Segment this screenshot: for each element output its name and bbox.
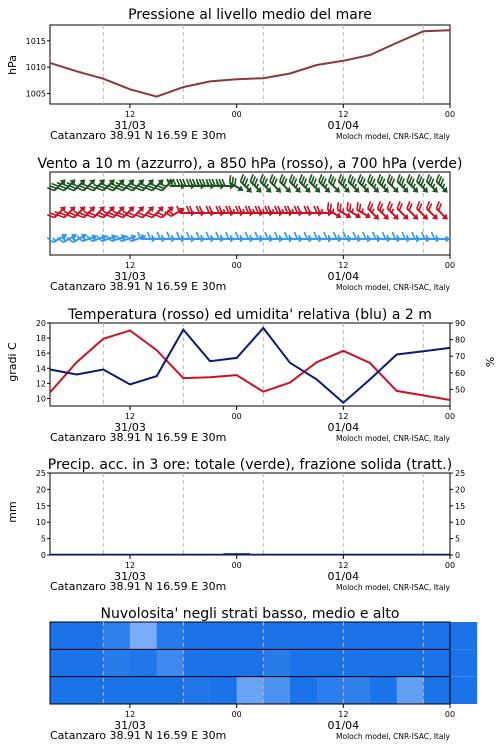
wind-barb-half-feather: [116, 181, 120, 185]
wind-barb: [285, 232, 304, 243]
cloud-cell: [210, 677, 237, 704]
wind-barb-half-feather: [432, 184, 436, 188]
wind-barb-feather: [245, 232, 248, 239]
cloud-cell: [450, 622, 477, 649]
wind-barb-feather: [265, 232, 268, 239]
cloud-cell: [317, 649, 344, 676]
wind-barb: [392, 232, 411, 243]
wind-barb: [412, 232, 431, 243]
cloud-cell: [450, 677, 477, 704]
cloud-x-tick-label: 00: [444, 710, 456, 719]
wind-x-tick-label: 12: [124, 261, 136, 270]
cloud-cell: [210, 649, 237, 676]
wind-date-label: 01/04: [327, 270, 360, 283]
pressure-station-info: Catanzaro 38.91 N 16.59 E 30m: [50, 129, 227, 142]
cloud-x-tick-label: 12: [124, 710, 136, 719]
pressure-date-label: 01/04: [327, 119, 360, 132]
wind-barb: [422, 232, 441, 243]
pressure-x-tick-label: 00: [444, 110, 456, 119]
wind-barb: [373, 232, 392, 243]
wind-barb-half-feather: [65, 211, 69, 215]
wind-barb: [245, 206, 264, 217]
cloud-cell: [317, 622, 344, 649]
wind-barb-feather: [206, 206, 209, 213]
wind-barb: [177, 232, 196, 243]
wind-barb-feather: [432, 232, 435, 239]
wind-barb-half-feather: [295, 184, 299, 188]
precip-y-tick-label-right: 20: [455, 485, 466, 495]
wind-barb-feather: [255, 206, 258, 213]
cloud-cell: [50, 677, 77, 704]
cloud-cell: [370, 649, 397, 676]
precip-x-tick-label: 12: [124, 561, 136, 570]
cloud-chart-title: Nuvolosita' negli strati basso, medio e alto: [100, 606, 400, 622]
wind-barb: [285, 206, 304, 217]
cloud-date-label: 31/03: [114, 719, 146, 732]
temperature-date-label: 01/04: [327, 421, 360, 434]
wind-barb-half-feather: [403, 184, 407, 188]
cloud-cell: [50, 649, 77, 676]
wind-barb: [187, 232, 206, 243]
cloud-cell: [103, 649, 130, 676]
precip-y-tick-label: 5: [40, 534, 46, 544]
wind-barb-half-feather: [84, 211, 88, 215]
wind-barb: [245, 232, 264, 243]
precip-x-tick-label: 00: [444, 561, 456, 570]
wind-barb-half-feather: [55, 211, 59, 215]
wind-barb: [236, 232, 255, 243]
precip-station-info: Catanzaro 38.91 N 16.59 E 30m: [50, 580, 227, 593]
wind-barb-half-feather: [371, 209, 375, 213]
cloud-cell: [263, 622, 290, 649]
wind-barb: [304, 232, 323, 243]
temperature-plot-frame: [50, 323, 450, 406]
cloud-x-tick-label: 12: [338, 710, 349, 719]
wind-barb-feather: [226, 232, 229, 239]
wind-barb-feather: [353, 232, 356, 239]
wind-barb: [157, 232, 176, 243]
wind-barb-half-feather: [104, 211, 108, 215]
wind-barb: [265, 232, 284, 243]
wind-barb: [206, 206, 225, 217]
wind-barb: [363, 232, 382, 243]
pressure-date-label: 31/03: [114, 119, 146, 132]
wind-barb-half-feather: [381, 209, 385, 213]
precip-x-tick-label: 00: [231, 561, 242, 570]
wind-barb-feather: [334, 232, 337, 239]
wind-barb: [275, 232, 294, 243]
cloud-cell: [130, 622, 157, 649]
precip-y-tick-label-right: 25: [455, 469, 466, 478]
precip-y-tick-label: 25: [35, 469, 46, 478]
wind-model-credit: Moloch model, CNR-ISAC, Italy: [336, 283, 450, 292]
cloud-x-tick-label: 00: [231, 710, 242, 719]
wind-barb: [294, 232, 313, 243]
wind-barb: [432, 232, 451, 243]
cloud-station-info: Catanzaro 38.91 N 16.59 E 30m: [50, 729, 227, 742]
wind-barb-feather: [275, 232, 278, 239]
wind-barb: [353, 232, 372, 243]
wind-barb: [216, 232, 235, 243]
wind-barb-feather: [373, 232, 376, 239]
wind-barb-half-feather: [94, 184, 98, 188]
precip-y-tick-label-right: 15: [455, 501, 466, 511]
wind-barb-half-feather: [324, 184, 328, 188]
wind-barb: [265, 206, 284, 217]
cloud-cell: [423, 677, 450, 704]
wind-barb-half-feather: [67, 181, 71, 185]
temperature-y-tick-label: 20: [35, 319, 46, 328]
temperature-model-credit: Moloch model, CNR-ISAC, Italy: [336, 434, 450, 443]
wind-barb-feather: [236, 232, 239, 239]
wind-barb-feather: [206, 232, 209, 239]
humidity-y-tick-label-right: 90: [455, 319, 466, 328]
humidity-series-line: [50, 328, 450, 403]
cloud-cell: [210, 622, 237, 649]
wind-barb: [294, 206, 313, 217]
cloud-cell: [290, 677, 317, 704]
precip-ylabel: mm: [6, 501, 19, 523]
temperature-y-tick-label: 12: [35, 379, 46, 389]
cloud-cell: [103, 677, 130, 704]
temperature-y-tick-label: 16: [35, 349, 46, 359]
cloud-cell: [370, 677, 397, 704]
cloud-cell: [157, 677, 184, 704]
precip-model-credit: Moloch model, CNR-ISAC, Italy: [336, 583, 450, 592]
wind-barb-feather: [275, 206, 278, 213]
wind-x-tick-label: 00: [444, 261, 456, 270]
wind-x-tick-label: 12: [338, 261, 349, 270]
cloud-cell: [77, 649, 104, 676]
cloud-cell: [183, 622, 210, 649]
wind-barb: [255, 206, 274, 217]
wind-barb-half-feather: [422, 184, 426, 188]
wind-barb-half-feather: [57, 181, 61, 185]
temperature-series-line: [50, 331, 450, 401]
humidity-y-tick-label-right: 70: [455, 352, 466, 362]
wind-barb-feather: [226, 206, 229, 213]
pressure-y-tick-label: 1015: [25, 36, 46, 46]
wind-barb: [187, 206, 206, 217]
wind-barb-half-feather: [256, 184, 260, 188]
wind-barb-feather: [285, 206, 288, 213]
wind-barb-feather: [304, 232, 307, 239]
pressure-x-tick-label: 00: [231, 110, 242, 119]
cloud-cell: [343, 622, 370, 649]
wind-barb-feather: [255, 232, 258, 239]
pressure-chart-title: Pressione al livello medio del mare: [128, 7, 372, 23]
precip-chart-title: Precip. acc. in 3 ore: totale (verde), frazione solida (tratt.): [47, 457, 453, 473]
humidity-ylabel: %: [483, 356, 496, 368]
wind-barb: [275, 206, 294, 217]
pressure-x-tick-label: 12: [338, 110, 349, 119]
wind-barb-half-feather: [391, 209, 395, 213]
wind-barb: [196, 232, 215, 243]
temperature-y-tick-label: 18: [35, 334, 46, 344]
wind-barb-half-feather: [114, 211, 118, 215]
cloud-cell: [237, 677, 264, 704]
wind-station-info: Catanzaro 38.91 N 16.59 E 30m: [50, 280, 227, 293]
temperature-x-tick-label: 00: [231, 412, 242, 421]
wind-barb-feather: [412, 232, 415, 239]
pressure-y-tick-label: 1010: [25, 63, 46, 73]
wind-barb-feather: [177, 232, 180, 239]
cloud-cell: [263, 649, 290, 676]
wind-barb: [177, 206, 196, 217]
wind-barb-feather: [157, 232, 160, 239]
temperature-ylabel: gradi C: [6, 342, 19, 382]
wind-barb: [324, 232, 343, 243]
wind-barb: [138, 232, 157, 243]
cloud-cell: [130, 677, 157, 704]
cloud-cell: [290, 622, 317, 649]
wind-barb-feather: [314, 232, 317, 239]
wind-barb-feather: [265, 206, 268, 213]
wind-barb-feather: [383, 232, 386, 239]
pressure-y-tick-label: 1005: [25, 89, 46, 99]
wind-barb: [343, 232, 362, 243]
wind-barb-half-feather: [383, 184, 387, 188]
cloud-cell: [77, 622, 104, 649]
cloud-cell: [157, 649, 184, 676]
wind-barb: [196, 206, 215, 217]
temperature-date-label: 31/03: [114, 421, 146, 434]
wind-chart-title: Vento a 10 m (azzurro), a 850 hPa (rosso), a 700 hPa (verde): [37, 156, 463, 172]
wind-barb-feather: [196, 232, 199, 239]
cloud-cell: [263, 677, 290, 704]
wind-barb-feather: [402, 232, 405, 239]
precip-y-tick-label-right: 10: [455, 518, 466, 528]
wind-barb-feather: [294, 232, 297, 239]
wind-barb: [226, 206, 245, 217]
cloud-cell: [183, 649, 210, 676]
temperature-y-tick-label: 10: [35, 394, 46, 404]
wind-barb-feather: [294, 206, 297, 213]
cloud-date-label: 01/04: [327, 719, 360, 732]
wind-barb-feather: [147, 232, 150, 239]
wind-barb: [167, 232, 186, 243]
precip-y-tick-label: 15: [35, 501, 46, 511]
cloud-cell: [423, 622, 450, 649]
pressure-ylabel: hPa: [6, 55, 19, 75]
precip-y-tick-label: 0: [40, 551, 46, 560]
precip-date-label: 01/04: [327, 570, 360, 583]
wind-barb-half-feather: [442, 184, 446, 188]
wind-barb-feather: [236, 206, 239, 213]
wind-barb-feather: [167, 232, 170, 239]
wind-barb: [236, 206, 255, 217]
wind-barb-half-feather: [363, 184, 367, 188]
wind-barb-half-feather: [314, 184, 318, 188]
temperature-x-tick-label: 00: [444, 412, 456, 421]
wind-barb-half-feather: [354, 184, 358, 188]
cloud-cell: [290, 649, 317, 676]
wind-barb-head: [365, 212, 373, 221]
cloud-cell: [237, 649, 264, 676]
wind-barb: [206, 232, 225, 243]
humidity-y-tick-label-right: 80: [455, 335, 466, 345]
cloud-cell: [397, 649, 424, 676]
wind-barb-feather: [216, 206, 219, 213]
wind-barb: [383, 232, 402, 243]
precip-y-tick-label-right: 5: [455, 534, 461, 544]
cloud-cell: [397, 677, 424, 704]
precip-y-tick-label-right: 0: [455, 551, 461, 560]
wind-barb-half-feather: [344, 184, 348, 188]
cloud-cell: [183, 677, 210, 704]
wind-x-tick-label: 00: [231, 261, 242, 270]
temperature-x-tick-label: 12: [124, 412, 136, 421]
pressure-plot-frame: [50, 25, 450, 104]
cloud-cell: [343, 649, 370, 676]
wind-barb-feather: [187, 179, 190, 186]
wind-barb-half-feather: [246, 184, 250, 188]
wind-barb-feather: [216, 232, 219, 239]
wind-barb-half-feather: [305, 184, 309, 188]
cloud-cell: [103, 622, 130, 649]
wind-barb-half-feather: [74, 211, 78, 215]
wind-barb-feather: [187, 206, 190, 213]
wind-barb-feather: [363, 232, 366, 239]
cloud-cell: [450, 649, 477, 676]
pressure-series-line: [50, 30, 450, 96]
wind-barb: [216, 206, 235, 217]
temperature-y-tick-label: 14: [35, 364, 46, 374]
cloud-cell: [423, 649, 450, 676]
precip-y-tick-label: 20: [35, 485, 46, 495]
wind-barb: [147, 232, 166, 243]
wind-barb-half-feather: [265, 184, 269, 188]
precip-plot-frame: [50, 473, 450, 555]
wind-barb-feather: [285, 232, 288, 239]
precip-y-tick-label: 10: [35, 518, 46, 528]
cloud-cell: [317, 677, 344, 704]
pressure-model-credit: Moloch model, CNR-ISAC, Italy: [336, 132, 450, 141]
wind-barb-feather: [324, 232, 327, 239]
wind-barb-feather: [304, 206, 307, 213]
cloud-cell: [50, 622, 77, 649]
wind-barb: [226, 232, 245, 243]
cloud-cell: [157, 622, 184, 649]
cloud-cell: [130, 649, 157, 676]
cloud-model-credit: Moloch model, CNR-ISAC, Italy: [336, 732, 450, 741]
wind-barb-feather: [196, 206, 199, 213]
wind-barb-half-feather: [123, 211, 127, 215]
temperature-chart-title: Temperatura (rosso) ed umidita' relativa (blu) a 2 m: [68, 307, 432, 323]
cloud-cell: [237, 622, 264, 649]
wind-barb-feather: [245, 206, 248, 213]
temperature-station-info: Catanzaro 38.91 N 16.59 E 30m: [50, 431, 227, 444]
cloud-cell: [397, 622, 424, 649]
precip-x-tick-label: 12: [338, 561, 349, 570]
wind-barb: [304, 206, 323, 217]
wind-barb-half-feather: [373, 184, 377, 188]
precip-date-label: 31/03: [114, 570, 146, 583]
wind-barb: [314, 232, 333, 243]
humidity-y-tick-label-right: 50: [455, 385, 466, 395]
wind-barb: [255, 232, 274, 243]
wind-barb-feather: [314, 206, 317, 213]
temperature-x-tick-label: 12: [338, 412, 349, 421]
wind-barb-feather: [392, 232, 395, 239]
cloud-cell: [343, 677, 370, 704]
wind-barb-feather: [177, 179, 180, 186]
wind-barb-feather: [187, 232, 190, 239]
cloud-cell: [370, 622, 397, 649]
wind-barb-feather: [173, 179, 176, 186]
humidity-y-tick-label-right: 60: [455, 368, 466, 378]
wind-barb-half-feather: [412, 184, 416, 188]
pressure-x-tick-label: 12: [124, 110, 136, 119]
wind-barb: [402, 232, 421, 243]
wind-date-label: 31/03: [114, 270, 146, 283]
wind-barb-head: [237, 185, 245, 194]
cloud-cell: [77, 677, 104, 704]
